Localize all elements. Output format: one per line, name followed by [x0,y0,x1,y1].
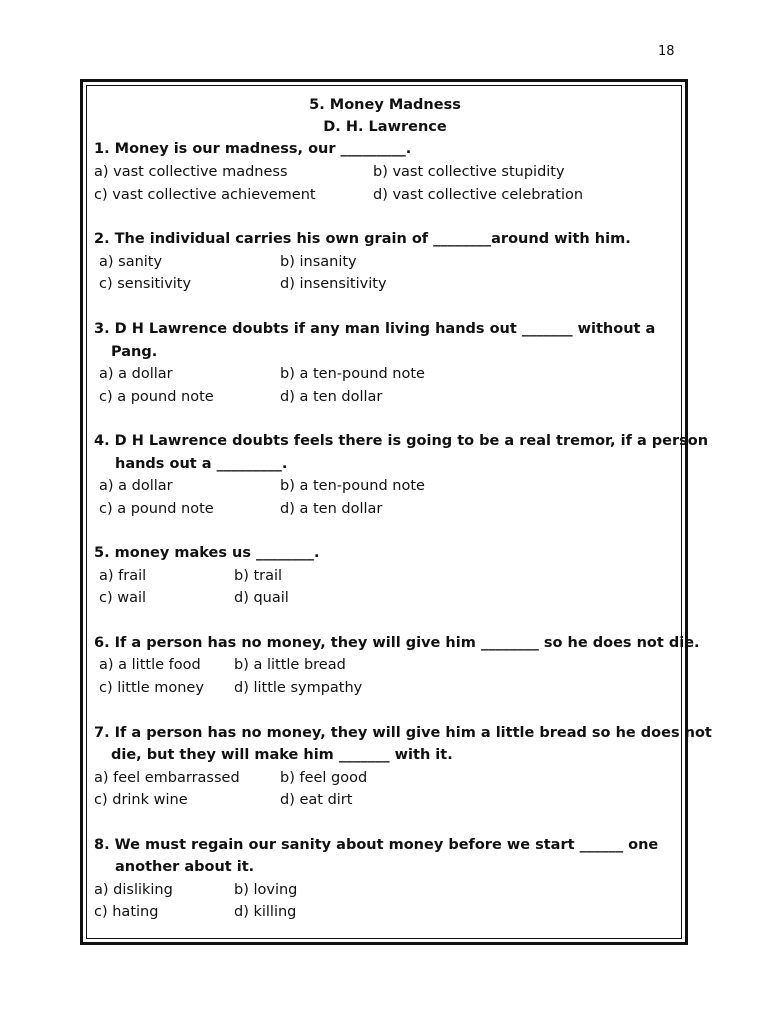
question-8-option-d: d) killing [234,904,297,920]
question-2-option-b: b) insanity [280,254,357,270]
question-8-option-b: b) loving [234,882,298,898]
question-3-option-b: b) a ten-pound note [280,366,425,382]
question-4-option-a: a) a dollar [99,478,173,494]
question-7-option-c: c) drink wine [94,792,188,808]
question-2-option-d: d) insensitivity [280,276,387,292]
question-5-option-c: c) wail [99,590,147,606]
question-2-text: 2. The individual carries his own grain of ________around with him. [94,231,631,247]
question-1-option-b: b) vast collective stupidity [373,164,565,180]
question-7-text-cont: die, but they will make him _______ with it. [111,747,453,763]
worksheet-inner-border [86,85,712,939]
question-4-option-c: c) a pound note [99,501,214,517]
question-6-text: 6. If a person has no money, they will give him ________ so he does not die. [94,635,700,651]
question-1-option-c: c) vast collective achievement [94,187,316,203]
page-number: 18 [658,44,675,59]
question-1-option-d: d) vast collective celebration [373,187,584,203]
question-2-option-a: a) sanity [99,254,163,270]
question-7-option-d: d) eat dirt [280,792,353,808]
question-4-option-b: b) a ten-pound note [280,478,425,494]
worksheet-title: 5. Money Madness [309,97,461,113]
question-1-option-a: a) vast collective madness [94,164,288,180]
question-6-option-d: d) little sympathy [234,680,363,696]
question-1-text: 1. Money is our madness, our _________. [94,141,412,157]
question-7-option-b: b) feel good [280,770,368,786]
question-3-option-c: c) a pound note [99,389,214,405]
question-3-text: 3. D H Lawrence doubts if any man living hands out _______ without a [94,321,656,337]
question-3-text-cont: Pang. [111,344,158,360]
question-8-option-c: c) hating [94,904,159,920]
question-6-option-c: c) little money [99,680,204,696]
question-8-text: 8. We must regain our sanity about money before we start ______ one [94,837,659,853]
question-6-option-a: a) a little food [99,657,201,673]
question-5-text: 5. money makes us ________. [94,545,320,561]
question-8-text-cont: another about it. [115,859,255,875]
worksheet-frame [80,79,712,945]
question-5-option-b: b) trail [234,568,283,584]
question-4-text: 4. D H Lawrence doubts feels there is going to be a real tremor, if a person [94,433,709,449]
question-3-option-a: a) a dollar [99,366,173,382]
question-5-option-a: a) frail [99,568,147,584]
question-7-option-a: a) feel embarrassed [94,770,240,786]
question-8-option-a: a) disliking [94,882,173,898]
question-6-option-b: b) a little bread [234,657,346,673]
question-7-text: 7. If a person has no money, they will give him a little bread so he does not [94,725,712,741]
question-4-text-cont: hands out a _________. [115,456,288,472]
question-2-option-c: c) sensitivity [99,276,192,292]
question-4-option-d: d) a ten dollar [280,501,383,517]
author-name: D. H. Lawrence [323,119,447,135]
question-5-option-d: d) quail [234,590,289,606]
question-3-option-d: d) a ten dollar [280,389,383,405]
